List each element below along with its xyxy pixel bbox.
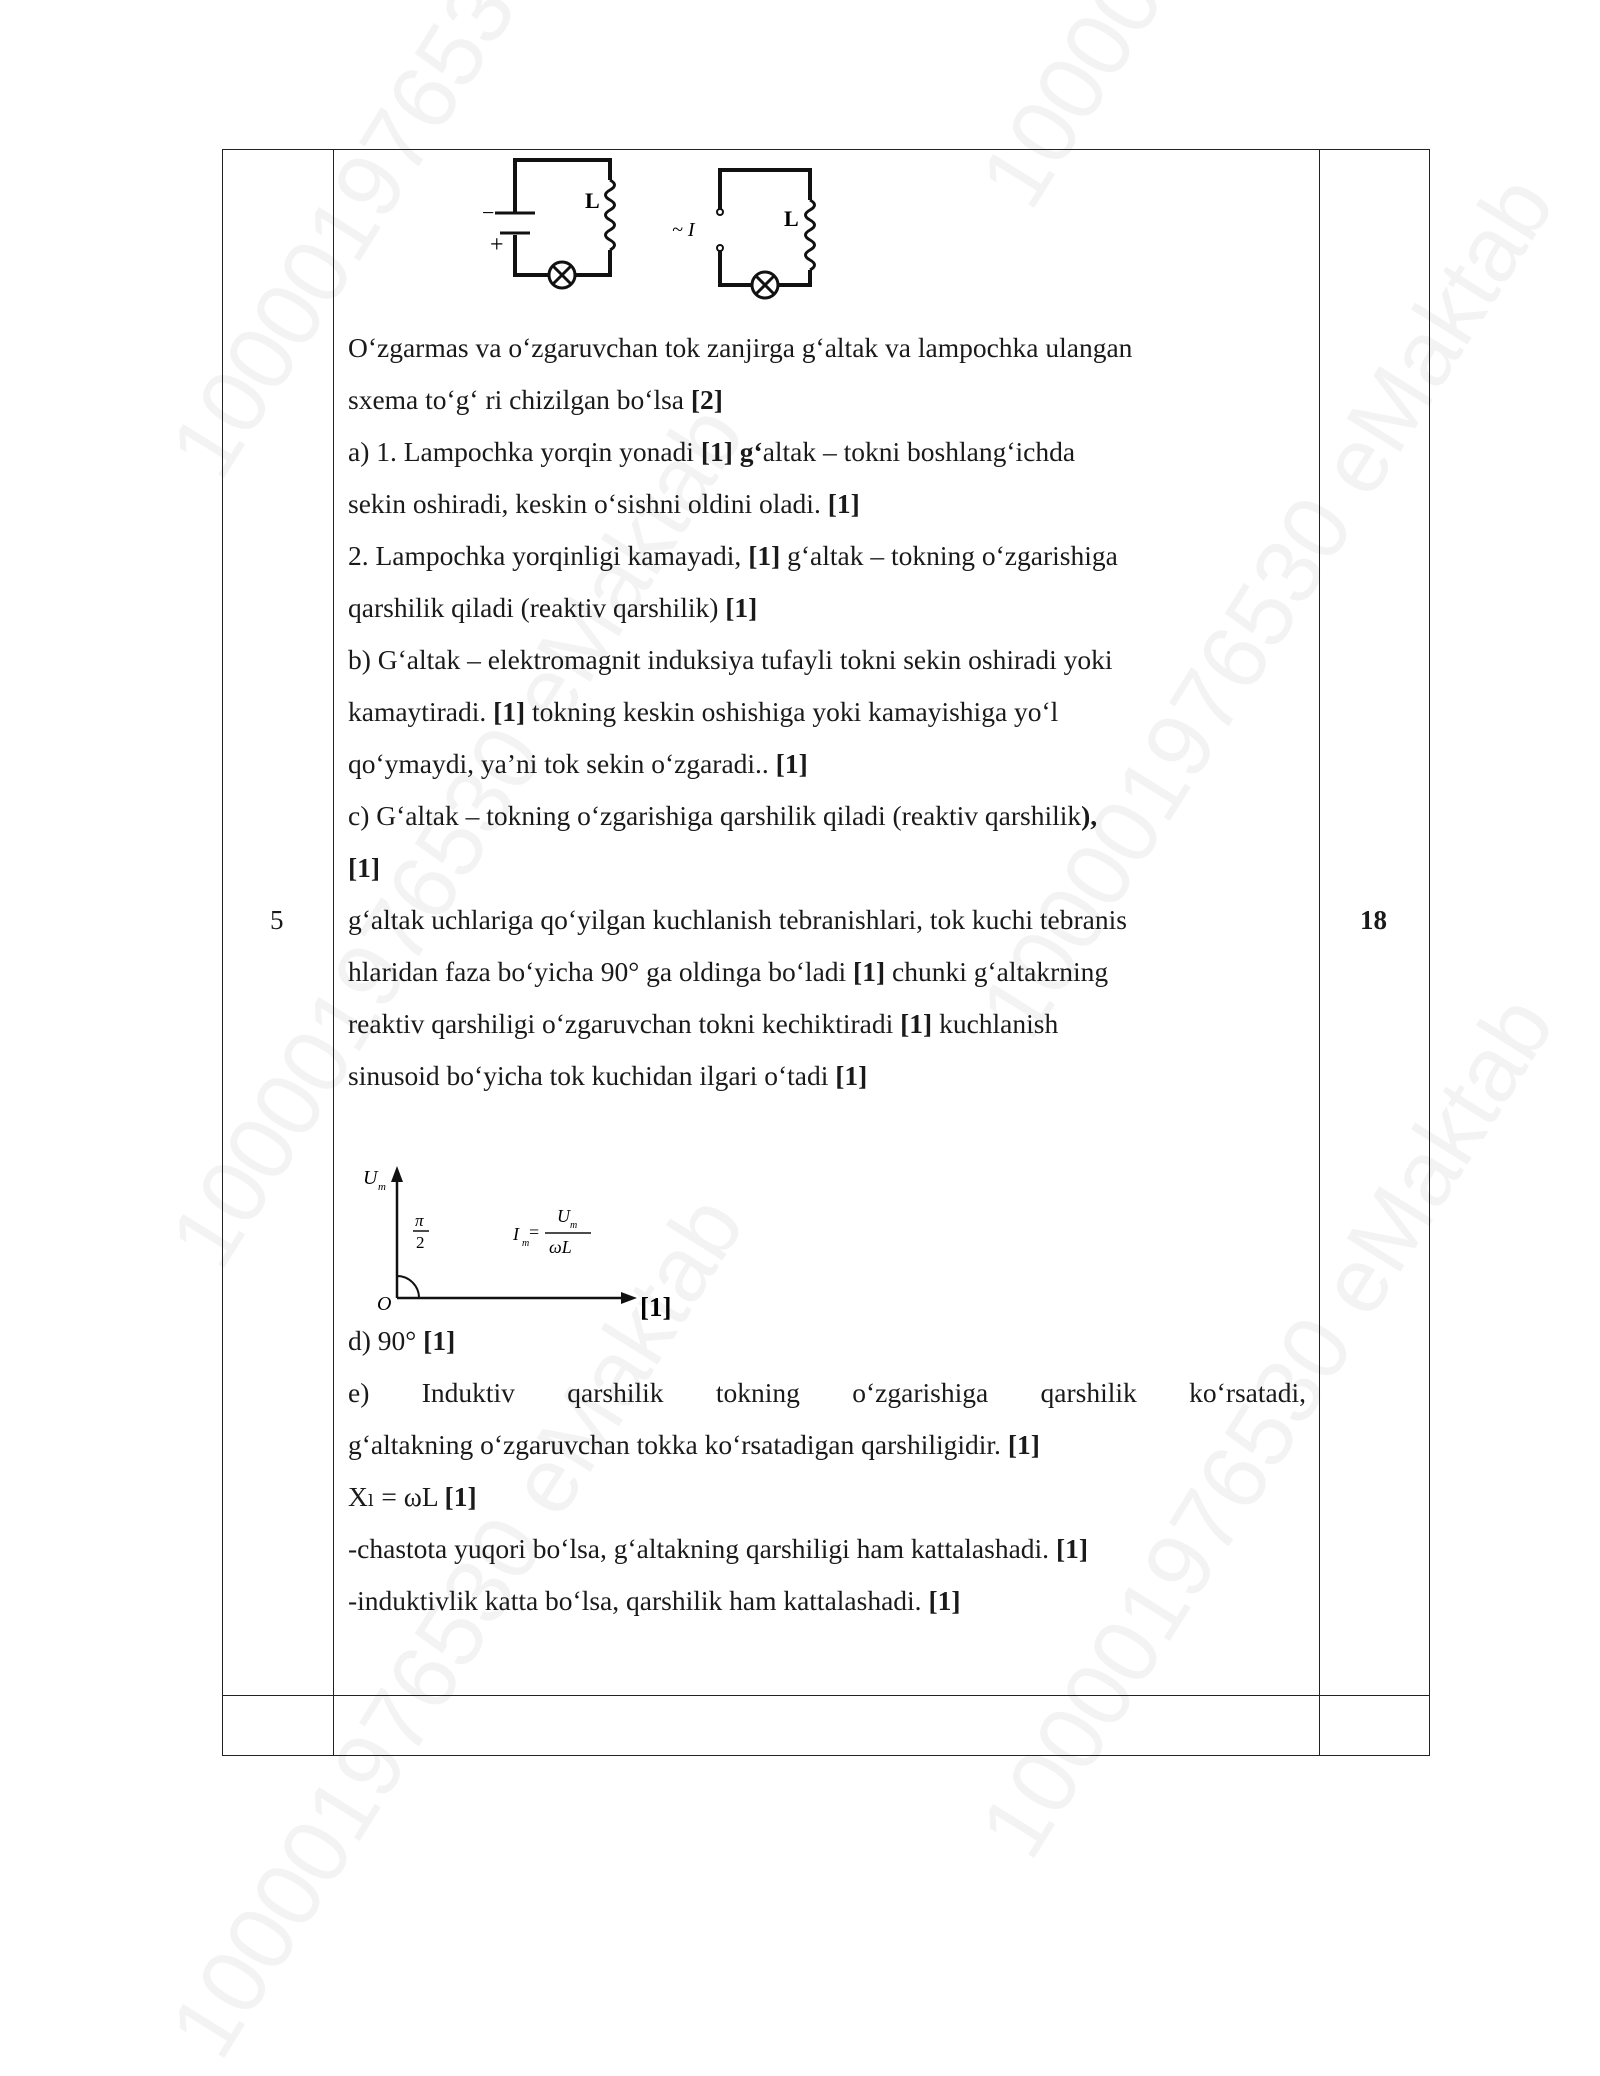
fraction-denominator: ωL xyxy=(549,1237,572,1257)
fraction-numerator-subscript: m xyxy=(570,1220,578,1231)
inductor-label: L xyxy=(784,206,799,231)
origin-label: O xyxy=(377,1293,392,1315)
score-mark: [1] xyxy=(348,852,381,883)
score-mark: [1] g‘ xyxy=(700,436,763,467)
ac-circuit-diagram xyxy=(660,160,840,310)
score-mark: [1] xyxy=(423,1325,456,1356)
fraction-numerator: U xyxy=(557,1206,570,1226)
table-border xyxy=(222,1755,1430,1756)
answer-line xyxy=(348,634,1306,686)
table-border xyxy=(222,149,1430,150)
text-run: tokning keskin oshishiga yoki kamayishiga yo‘l xyxy=(525,696,1059,727)
text-run: -induktivlik katta bo‘lsa, qarshilik ham kattalashadi. xyxy=(348,1585,929,1616)
text-run: reaktiv qarshiligi o‘zgaruvchan tokni kechiktiradi xyxy=(348,1008,901,1039)
answer-line xyxy=(348,1575,1306,1627)
score-mark: [1] xyxy=(748,540,781,571)
score-mark: [2] xyxy=(690,384,723,415)
answer-line xyxy=(348,1367,1306,1419)
score-mark: [1] xyxy=(725,592,758,623)
text-run: a) 1. Lampochka yorqin yonadi xyxy=(348,436,701,467)
answer-line xyxy=(348,998,1306,1050)
answer-line xyxy=(348,322,1306,374)
answer-line xyxy=(348,1050,1306,1102)
current-subscript: m xyxy=(522,1238,530,1249)
answer-line xyxy=(348,1523,1306,1575)
text-run: 2. Lampochka yorqinligi kamayadi, xyxy=(348,540,749,571)
answer-line xyxy=(348,478,1306,530)
text-run: c) G‘altak – tokning o‘zgarishiga qarshilik qiladi (reaktiv qarshilik xyxy=(348,800,1082,831)
current-label: I xyxy=(513,1224,519,1244)
answer-line xyxy=(348,530,1306,582)
answer-line xyxy=(348,1419,1306,1471)
phasor-mark: [1] xyxy=(640,1292,672,1322)
answer-line xyxy=(348,1471,1306,1523)
score-mark: [1] xyxy=(827,488,860,519)
table-border xyxy=(222,1695,1430,1696)
text-run: kamaytiradi. xyxy=(348,696,494,727)
text-run: b) G‘altak – elektromagnit induksiya tufayli tokni sekin oshiradi yoki xyxy=(348,644,1113,675)
inductor-label: L xyxy=(585,188,600,213)
score-cell: 18 xyxy=(1360,905,1387,935)
score-mark: [1] xyxy=(900,1008,933,1039)
ac-source-label: ~ I xyxy=(672,219,695,241)
score-mark: [1] xyxy=(835,1060,868,1091)
equals-sign: = xyxy=(529,1222,540,1242)
answer-line xyxy=(348,842,1306,894)
score-mark: [1] xyxy=(853,956,886,987)
score-mark: [1] xyxy=(1007,1429,1040,1460)
score-mark: [1] xyxy=(1055,1533,1089,1564)
table-border xyxy=(222,149,223,1756)
text-run: qo‘ymaydi, ya’ni tok sekin o‘zgaradi.. xyxy=(348,748,776,779)
table-border xyxy=(1429,149,1430,1756)
text-run: altak – tokni boshlang‘ichda xyxy=(762,436,1076,467)
dc-circuit-diagram xyxy=(480,150,640,290)
answer-line xyxy=(348,946,1306,998)
text-run: hlaridan faza bo‘yicha 90° ga oldinga bo‘ladi xyxy=(348,956,854,987)
text-run: chunki g‘altakrning xyxy=(885,956,1109,987)
answer-line xyxy=(348,1315,1306,1367)
battery-plus-label: + xyxy=(490,232,504,258)
text-run: -chastota yuqori bo‘lsa, g‘altakning qarshiligi ham kattalashadi. xyxy=(348,1533,1056,1564)
phasor-diagram xyxy=(355,1160,715,1340)
answer-line xyxy=(348,790,1306,842)
text-run: g‘altak – tokning o‘zgarishiga xyxy=(780,540,1118,571)
answer-text-continued xyxy=(348,1315,1306,1627)
text-run: g‘altak uchlariga qo‘yilgan kuchlanish tebranishlari, tok kuchi tebranis xyxy=(348,904,1127,935)
angle-denominator: 2 xyxy=(416,1233,425,1252)
text-run: d) 90° xyxy=(348,1325,424,1356)
text-run: kuchlanish xyxy=(932,1008,1059,1039)
answer-line xyxy=(348,374,1306,426)
score-mark: [1] xyxy=(775,748,808,779)
text-run: g‘altakning o‘zgaruvchan tokka ko‘rsatadigan qarshiligidir. xyxy=(348,1429,1008,1460)
question-number: 5 xyxy=(270,905,284,935)
answer-line xyxy=(348,894,1306,946)
u-axis-label: U xyxy=(363,1167,378,1189)
answer-line xyxy=(348,582,1306,634)
answer-text xyxy=(348,322,1306,1102)
text-run: e) Induktiv qarshilik tokning o‘zgarishiga qarshilik ko‘rsatadi, xyxy=(348,1377,1306,1408)
text-run: sekin oshiradi, keskin o‘sishni oldini oladi. xyxy=(348,488,828,519)
text-run: sxema to‘g‘ ri chizilgan bo‘lsa xyxy=(348,384,691,415)
text-run: qarshilik qiladi (reaktiv qarshilik) xyxy=(348,592,726,623)
score-mark: ), xyxy=(1081,800,1098,831)
table-border xyxy=(333,149,334,1756)
answer-line xyxy=(348,426,1306,478)
text-run: sinusoid bo‘yicha tok kuchidan ilgari o‘tadi xyxy=(348,1060,836,1091)
battery-minus-label: − xyxy=(482,200,495,225)
table-border xyxy=(1319,149,1320,1756)
score-mark: [1] xyxy=(444,1481,477,1512)
angle-numerator: π xyxy=(415,1211,424,1230)
score-mark: [1] xyxy=(493,696,526,727)
text-run: O‘zgarmas va o‘zgaruvchan tok zanjirga g‘altak va lampochka ulangan xyxy=(348,332,1133,363)
answer-line xyxy=(348,738,1306,790)
answer-line xyxy=(348,686,1306,738)
u-axis-subscript: m xyxy=(378,1181,386,1193)
score-mark: [1] xyxy=(928,1585,961,1616)
text-run: Xₗ = ωL xyxy=(348,1481,445,1512)
